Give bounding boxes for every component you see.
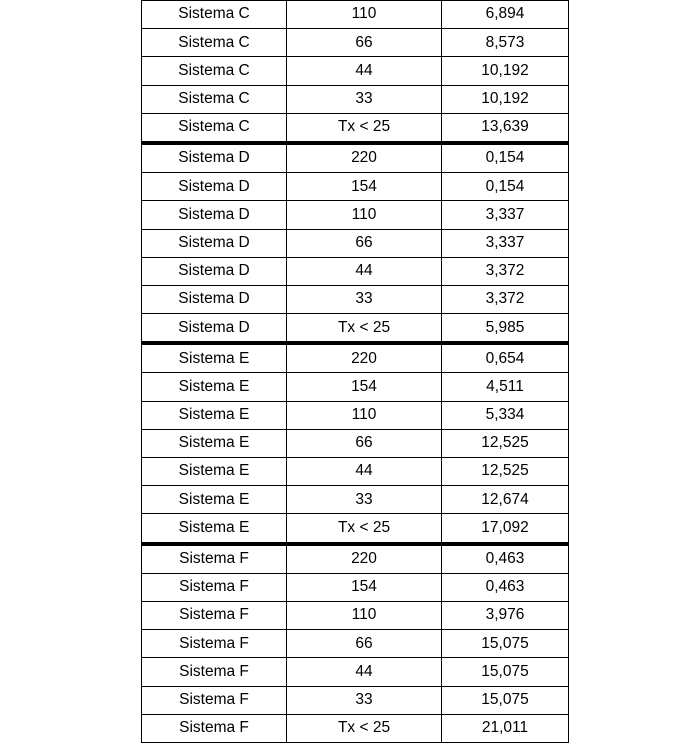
table-row: [142, 201, 569, 229]
cell-tensao: 220: [287, 143, 442, 173]
table-row: [142, 458, 569, 486]
cell-sistema: Sistema E: [142, 514, 287, 544]
cell-sistema: Sistema E: [142, 429, 287, 457]
cell-sistema: Sistema F: [142, 630, 287, 658]
cell-tensao: 220: [287, 343, 442, 373]
cell-tensao: 44: [287, 458, 442, 486]
cell-sistema: Sistema E: [142, 486, 287, 514]
cell-sistema: Sistema E: [142, 343, 287, 373]
cell-sistema: Sistema E: [142, 373, 287, 401]
table-row: [142, 544, 569, 574]
cell-tensao: 66: [287, 229, 442, 257]
table-row: [142, 143, 569, 173]
cell-sistema: Sistema F: [142, 544, 287, 574]
table-row: [142, 1, 569, 29]
cell-sistema: Sistema D: [142, 257, 287, 285]
cell-tensao: Tx < 25: [287, 514, 442, 544]
cell-sistema: Sistema F: [142, 658, 287, 686]
cell-valor: 15,075: [442, 630, 569, 658]
cell-sistema: Sistema C: [142, 57, 287, 85]
cell-sistema: Sistema C: [142, 1, 287, 29]
cell-tensao: 33: [287, 85, 442, 113]
cell-valor: 0,154: [442, 173, 569, 201]
cell-tensao: 220: [287, 544, 442, 574]
table-row: [142, 229, 569, 257]
cell-tensao: 110: [287, 401, 442, 429]
cell-valor: 6,894: [442, 1, 569, 29]
table-row: [142, 573, 569, 601]
cell-valor: 10,192: [442, 57, 569, 85]
cell-tensao: Tx < 25: [287, 314, 442, 344]
cell-valor: 3,976: [442, 601, 569, 629]
table-row: [142, 343, 569, 373]
table-row: [142, 630, 569, 658]
cell-valor: 10,192: [442, 85, 569, 113]
cell-tensao: Tx < 25: [287, 113, 442, 143]
cell-sistema: Sistema F: [142, 601, 287, 629]
cell-sistema: Sistema D: [142, 143, 287, 173]
cell-valor: 3,337: [442, 201, 569, 229]
cell-tensao: 66: [287, 29, 442, 57]
cell-valor: 3,372: [442, 257, 569, 285]
cell-sistema: Sistema F: [142, 714, 287, 742]
cell-valor: 15,075: [442, 658, 569, 686]
cell-valor: 0,463: [442, 544, 569, 574]
cell-valor: 8,573: [442, 29, 569, 57]
cell-valor: 15,075: [442, 686, 569, 714]
cell-valor: 5,985: [442, 314, 569, 344]
cell-tensao: 110: [287, 1, 442, 29]
table-row: [142, 429, 569, 457]
cell-valor: 12,525: [442, 458, 569, 486]
table-row: [142, 85, 569, 113]
cell-tensao: 154: [287, 173, 442, 201]
cell-sistema: Sistema E: [142, 401, 287, 429]
table-row: [142, 658, 569, 686]
cell-sistema: Sistema F: [142, 686, 287, 714]
cell-sistema: Sistema D: [142, 173, 287, 201]
table-row: [142, 486, 569, 514]
cell-valor: 3,372: [442, 285, 569, 313]
cell-sistema: Sistema D: [142, 201, 287, 229]
table-body: [142, 1, 569, 743]
cell-sistema: Sistema D: [142, 285, 287, 313]
cell-sistema: Sistema C: [142, 113, 287, 143]
cell-valor: 0,154: [442, 143, 569, 173]
cell-sistema: Sistema D: [142, 314, 287, 344]
cell-sistema: Sistema C: [142, 29, 287, 57]
table-row: [142, 714, 569, 742]
cell-tensao: 44: [287, 257, 442, 285]
cell-valor: 13,639: [442, 113, 569, 143]
cell-valor: 17,092: [442, 514, 569, 544]
cell-tensao: 110: [287, 201, 442, 229]
cell-valor: 0,654: [442, 343, 569, 373]
table-row: [142, 514, 569, 544]
cell-tensao: 66: [287, 630, 442, 658]
cell-tensao: 44: [287, 57, 442, 85]
systems-table: [141, 0, 569, 743]
table-row: [142, 173, 569, 201]
cell-tensao: 33: [287, 486, 442, 514]
cell-valor: 21,011: [442, 714, 569, 742]
cell-sistema: Sistema C: [142, 85, 287, 113]
table-row: [142, 401, 569, 429]
cell-tensao: 33: [287, 285, 442, 313]
table-container: [141, 0, 568, 743]
table-row: [142, 314, 569, 344]
cell-tensao: 44: [287, 658, 442, 686]
cell-tensao: 154: [287, 373, 442, 401]
table-row: [142, 285, 569, 313]
cell-tensao: 33: [287, 686, 442, 714]
cell-sistema: Sistema E: [142, 458, 287, 486]
table-row: [142, 257, 569, 285]
table-row: [142, 57, 569, 85]
cell-valor: 3,337: [442, 229, 569, 257]
cell-valor: 12,525: [442, 429, 569, 457]
table-row: [142, 601, 569, 629]
cell-tensao: 110: [287, 601, 442, 629]
table-row: [142, 686, 569, 714]
cell-valor: 5,334: [442, 401, 569, 429]
table-row: [142, 373, 569, 401]
cell-valor: 4,511: [442, 373, 569, 401]
cell-sistema: Sistema F: [142, 573, 287, 601]
cell-valor: 0,463: [442, 573, 569, 601]
table-row: [142, 113, 569, 143]
cell-sistema: Sistema D: [142, 229, 287, 257]
cell-valor: 12,674: [442, 486, 569, 514]
cell-tensao: Tx < 25: [287, 714, 442, 742]
cell-tensao: 66: [287, 429, 442, 457]
table-row: [142, 29, 569, 57]
cell-tensao: 154: [287, 573, 442, 601]
